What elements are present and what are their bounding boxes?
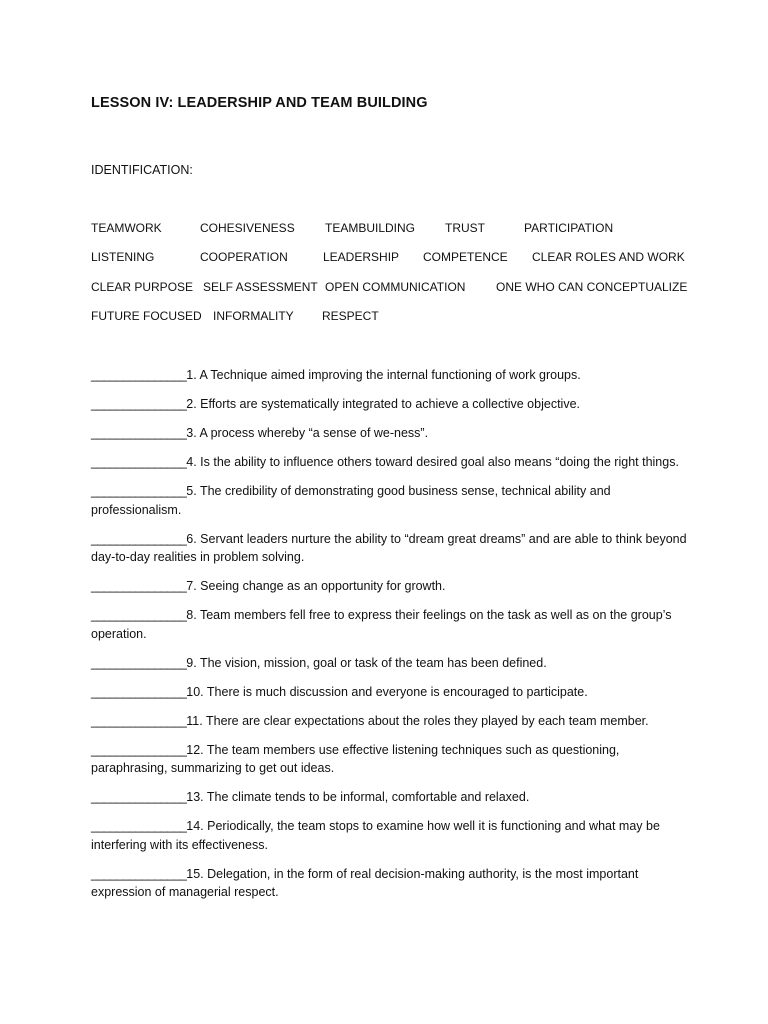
question-item	[91, 366, 691, 385]
question-item	[91, 654, 691, 673]
word-bank-term: FUTURE FOCUSED	[91, 309, 202, 323]
question-text: 3. A process whereby “a sense of we-ness”.	[186, 426, 429, 440]
answer-blank[interactable]: _______________	[91, 397, 187, 411]
question-item	[91, 453, 691, 472]
answer-blank[interactable]: _______________	[91, 531, 187, 546]
word-bank-term: RESPECT	[322, 309, 379, 323]
question-item	[91, 817, 691, 854]
question-item	[91, 741, 691, 778]
question-item	[91, 530, 691, 567]
word-bank-term: LEADERSHIP	[323, 250, 400, 264]
question-item	[91, 395, 691, 414]
answer-blank[interactable]: _______________	[91, 713, 187, 728]
answer-blank[interactable]: _______________	[91, 742, 187, 757]
answer-blank[interactable]: _______________	[91, 790, 187, 804]
word-bank-term: COHESIVENESS	[200, 221, 295, 235]
word-bank-term: TEAMBUILDING	[325, 221, 416, 235]
answer-blank[interactable]: _______________	[91, 684, 187, 699]
answer-blank[interactable]: _______________	[91, 608, 187, 622]
question-text: 6. Servant leaders nurture the ability to “dream great dreams” and are able to think beyond day-to-day realities in problem solving.	[91, 531, 687, 564]
question-item	[91, 606, 691, 643]
question-item	[91, 482, 691, 519]
question-item	[91, 865, 691, 902]
question-text: 1. A Technique aimed improving the internal functioning of work groups.	[186, 368, 581, 382]
answer-blank[interactable]: _______________	[91, 368, 187, 382]
word-bank-term: LISTENING	[91, 250, 155, 264]
answer-blank[interactable]: _______________	[91, 866, 187, 881]
question-text: 13. The climate tends to be informal, comfortable and relaxed.	[186, 790, 530, 804]
word-bank-term: COOPERATION	[200, 250, 288, 264]
question-text: 10. There is much discussion and everyone is encouraged to participate.	[186, 684, 588, 699]
section-label: IDENTIFICATION:	[91, 163, 193, 177]
question-text: 11. There are clear expectations about the roles they played by each team member.	[186, 713, 649, 728]
question-text: 7. Seeing change as an opportunity for growth.	[186, 579, 446, 593]
question-text: 9. The vision, mission, goal or task of the team has been defined.	[186, 655, 547, 670]
question-text: 5. The credibility of demonstrating good business sense, technical ability and professionalism.	[91, 484, 611, 517]
answer-blank[interactable]: _______________	[91, 455, 187, 469]
word-bank-term: OPEN COMMUNICATION	[325, 280, 466, 294]
word-bank-term: TEAMWORK	[91, 221, 162, 235]
question-item	[91, 712, 691, 731]
word-bank-term: SELF ASSESSMENT	[203, 280, 318, 294]
question-list	[91, 366, 691, 902]
question-text: 2. Efforts are systematically integrated to achieve a collective objective.	[186, 397, 580, 411]
word-bank-term: TRUST	[445, 221, 485, 235]
question-text: 12. The team members use effective listening techniques such as questioning, paraphrasing, summarizing to get out ideas.	[91, 742, 620, 775]
answer-blank[interactable]: _______________	[91, 655, 187, 670]
lesson-title: LESSON IV: LEADERSHIP AND TEAM BUILDING	[91, 95, 428, 111]
answer-blank[interactable]: _______________	[91, 579, 187, 593]
word-bank-term: CLEAR ROLES AND WORK	[532, 250, 685, 264]
word-bank-term: COMPETENCE	[423, 250, 508, 264]
word-bank-term: CLEAR PURPOSE	[91, 280, 194, 294]
answer-blank[interactable]: _______________	[91, 819, 187, 833]
question-text: 14. Periodically, the team stops to examine how well it is functioning and what may be interfering with its effectiveness.	[91, 819, 660, 852]
word-bank-term: PARTICIPATION	[524, 221, 614, 235]
question-item	[91, 788, 691, 807]
question-text: 4. Is the ability to influence others toward desired goal also means “doing the right things.	[186, 455, 679, 469]
question-item	[91, 683, 691, 702]
question-item	[91, 577, 691, 596]
word-bank-term: ONE WHO CAN CONCEPTUALIZE	[496, 280, 688, 294]
question-text: 8. Team members fell free to express their feelings on the task as well as on the group’s operation.	[91, 608, 672, 641]
answer-blank[interactable]: _______________	[91, 426, 187, 440]
answer-blank[interactable]: _______________	[91, 484, 187, 498]
word-bank-term: INFORMALITY	[213, 309, 294, 323]
question-text: 15. Delegation, in the form of real decision-making authority, is the most important expression of managerial respect.	[91, 866, 639, 899]
question-item	[91, 424, 691, 443]
